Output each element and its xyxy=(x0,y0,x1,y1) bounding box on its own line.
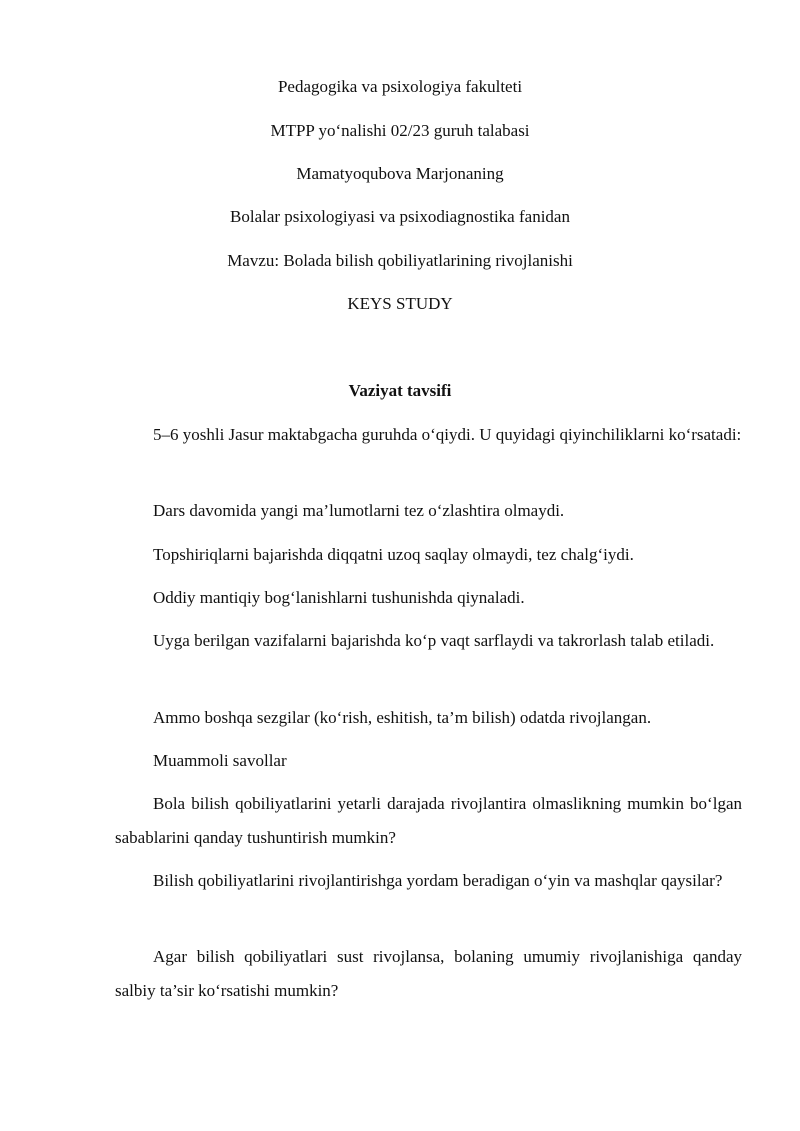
question-item: Bilish qobiliyatlarini rivojlantirishga yordam beradigan o‘yin va mashqlar qaysilar? xyxy=(153,871,723,890)
question-item: Bola bilish qobiliyatlarini yetarli darajada rivojlantira olmaslikning mumkin bo‘lgan sabablarini qanday tushuntirish mumkin? xyxy=(115,794,742,847)
faculty-line: Pedagogika va psixologiya fakulteti xyxy=(277,77,523,96)
difficulty-item: Oddiy mantiqiy bog‘lanishlarni tushunishda qiynaladi. xyxy=(153,588,525,607)
section-title: Vaziyat tavsifi xyxy=(348,381,452,400)
group-line: MTPP yo‘nalishi 02/23 guruh talabasi xyxy=(270,121,530,140)
difficulty-item: Dars davomida yangi ma’lumotlarni tez o‘zlashtira olmaydi. xyxy=(153,501,565,520)
difficulty-item: Topshiriqlarni bajarishda diqqatni uzoq saqlay olmaydi, tez chalg‘iydi. xyxy=(153,545,634,564)
intro-paragraph: 5–6 yoshli Jasur maktabgacha guruhda o‘qiydi. U quyidagi qiyinchiliklarni ko‘rsatadi: xyxy=(153,425,742,444)
document-type-line: KEYS STUDY xyxy=(347,294,453,313)
student-name-line: Mamatyoqubova Marjonaning xyxy=(296,164,504,183)
subject-line: Bolalar psixologiyasi va psixodiagnostika fanidan xyxy=(230,207,570,226)
difficulty-item: Uyga berilgan vazifalarni bajarishda ko‘p vaqt sarflaydi va takrorlash talab etiladi. xyxy=(153,631,715,650)
topic-line: Mavzu: Bolada bilish qobiliyatlarining rivojlanishi xyxy=(227,251,573,270)
difficulty-item: Ammo boshqa sezgilar (ko‘rish, eshitish, ta’m bilish) odatda rivojlangan. xyxy=(153,708,652,727)
question-item: Agar bilish qobiliyatlari sust rivojlansa, bolaning umumiy rivojlanishiga qanday salbiy ta’sir ko‘rsatishi mumkin? xyxy=(115,947,742,1000)
questions-title: Muammoli savollar xyxy=(153,751,287,770)
